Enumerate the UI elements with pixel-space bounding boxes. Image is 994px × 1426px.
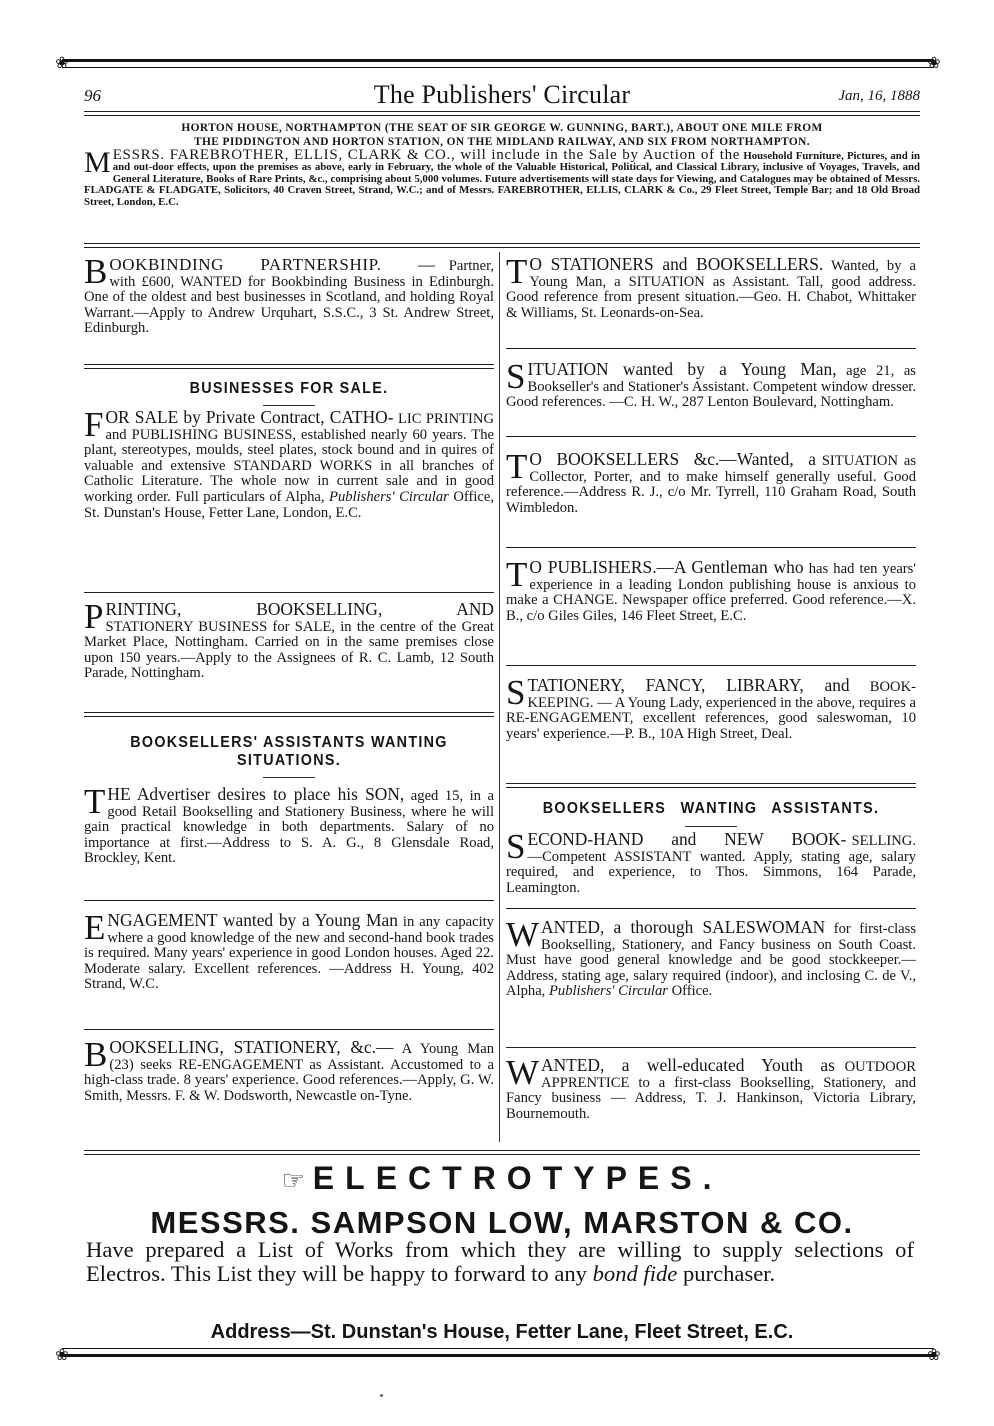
ad-rule bbox=[506, 783, 916, 784]
ad-rule bbox=[84, 716, 494, 717]
ad-printing-nottingham: P RINTING, BOOKSELLING, AND STATIONERY BUSINESS for SALE, in the centre of the Great Market Place, Nottingham. Carried on in the same premises close upon 150 years.—Apply to the Assignees of R. C. Lamb, 12 South Parade, Nottingham. bbox=[84, 597, 494, 682]
corner-ornament-icon: ❀ bbox=[927, 1347, 941, 1364]
section-rule bbox=[84, 1154, 920, 1155]
ad-engagement: E NGAGEMENT wanted by a Young Man in any capacity where a good knowledge of the new and second-hand book trades is required. Many years' experience in good London houses. Aged 22. Moderate salary. Excellent references. —Address H. Young, 402 Strand, W.C. bbox=[84, 908, 494, 993]
print-speck bbox=[380, 1394, 383, 1397]
heading-rule bbox=[263, 405, 315, 406]
ad-rule bbox=[84, 900, 494, 901]
publication-title: The Publishers' Circular bbox=[373, 80, 631, 109]
top-border bbox=[62, 55, 934, 73]
ad-rule bbox=[506, 547, 916, 548]
ad-to-booksellers: T O BOOKSELLERS &c.—Wanted, a SITUATION as Collector, Porter, and to make himself generally useful. Good reference.—Address R. J., c/o Mr. Tyrrell, 110 Graham Road, South Wimbledon. bbox=[506, 447, 916, 516]
ad-situation-wanted: S ITUATION wanted by a Young Man, age 21, as Bookseller's and Stationer's Assistant. Competent window dresser. Good references. —C. H. W., 287 Lenton Boulevard, Nottingham. bbox=[506, 357, 916, 411]
ad-rule bbox=[506, 436, 916, 437]
booksellers-wanting-assistants-heading: BOOKSELLERS WANTING ASSISTANTS. bbox=[542, 800, 880, 817]
header-rule bbox=[84, 111, 920, 116]
page-header bbox=[84, 80, 920, 110]
ad-son-situation: T HE Advertiser desires to place his SON, aged 15, in a good Retail Bookselling and Stationery Business, where he will gain practical knowledge in both departments. Salary of no importance at first.—Address to S. A. G., 8 Glensdale Road, Brockley, Kent. bbox=[84, 782, 494, 867]
auction-notice: MESSRS. FAREBROTHER, ELLIS, CLARK & CO., will include in the Sale by Auction of the Household Furniture, Pictures, and in and out-door effects, upon the premises as above, early in February, the whole of the Valuable Historical, Political, and Classical Library, inclusive of Voyages, Travels, and General Literature, Books of Rare Prints, &c., comprising about 5,000 volumes. Future advertisements will state days for Viewing, and Catalogues may be obtained of Messrs. FLADGATE & FLADGATE, Solicitors, 40 Craven Street, Strand, W.C.; and of Messrs. FAREBROTHER, ELLIS, CLARK & Co., 29 Fleet Street, Temple Bar; and 18 Old Broad Street, London, E.C. bbox=[84, 146, 920, 208]
ad-bookbinding: B OOKBINDING PARTNERSHIP. — Partner, with £600, WANTED for Bookbinding Business in Edinburgh. One of the oldest and best businesses in Scotland, and holding Royal Warrant.—Apply to Andrew Urquhart, S.S.C., 3 St. Andrew Street, Edinburgh. bbox=[84, 252, 495, 337]
ad-rule bbox=[84, 592, 494, 593]
corner-ornament-icon: ❀ bbox=[55, 55, 69, 72]
electrotypes-heading: ☞ ELECTROTYPES. bbox=[281, 1160, 723, 1196]
ad-stationery-fancy: S TATIONERY, FANCY, LIBRARY, and BOOK-KEEPING. — A Young Lady, experienced in the above, requires a RE-ENGAGEMENT, excellent references, good saleswoman, 10 years' experience.—P. B., 10A High Street, Deal. bbox=[506, 673, 916, 742]
issue-date: Jan, 16, 1888 bbox=[838, 88, 920, 104]
auction-headline: HORTON HOUSE, NORTHAMPTON (THE SEAT OF SIR GEORGE W. GUNNING, BART.), ABOUT ONE MILE FROM THE PIDDINGTON AND HORTON STATION, ON THE MIDLAND RAILWAY, AND SIX FROM NORTHAMPTON. bbox=[181, 122, 823, 148]
section-rule bbox=[84, 243, 920, 244]
firm-name: MESSRS. SAMPSON LOW, MARSTON & CO. bbox=[150, 1205, 854, 1240]
pointing-hand-icon: ☞ bbox=[281, 1165, 305, 1195]
heading-rule bbox=[263, 777, 315, 778]
ad-rule bbox=[506, 665, 916, 666]
ad-to-publishers: T O PUBLISHERS.—A Gentleman who has had ten years' experience in a leading London publishing house is anxious to make a CHANGE. Newspaper office preferred. Good reference.—X. B., c/o Giles Giles, 146 Fleet Street, E.C. bbox=[506, 555, 916, 624]
section-rule bbox=[84, 1150, 920, 1151]
publisher-address: Address—St. Dunstan's House, Fetter Lane, Fleet Street, E.C. bbox=[210, 1321, 794, 1343]
businesses-for-sale-heading: BUSINESSES FOR SALE. bbox=[189, 380, 389, 397]
ad-rule bbox=[84, 1029, 494, 1030]
ad-rule bbox=[84, 364, 494, 365]
ad-rule bbox=[506, 908, 916, 909]
ad-rule bbox=[84, 368, 494, 369]
ad-rule bbox=[506, 1047, 916, 1048]
ad-rule bbox=[506, 348, 916, 349]
section-rule bbox=[84, 247, 920, 248]
ad-rule bbox=[84, 712, 494, 713]
column-divider bbox=[499, 252, 500, 1142]
bottom-border bbox=[62, 1346, 934, 1364]
corner-ornament-icon: ❀ bbox=[55, 1347, 69, 1364]
page-number: 96 bbox=[84, 86, 101, 105]
assistants-wanting-situations-heading: BOOKSELLERS' ASSISTANTS WANTING SITUATIONS. bbox=[130, 734, 448, 769]
ad-outdoor-apprentice: W ANTED, a well-educated Youth as OUTDOOR APPRENTICE to a first-class Bookselling, Stationery, and Fancy business — Address, T. J. Hankinson, Victoria Library, Bournemouth. bbox=[506, 1053, 916, 1122]
ad-catholic-printing: F OR SALE by Private Contract, CATHO- LIC PRINTING and PUBLISHING BUSINESS, established nearly 60 years. The plant, stereotypes, moulds, steel plates, stock bound and in quires of valuable and extensive STANDARD WORKS in all branches of Catholic Literature. The whole now in current sale and in good working order. Full particulars of Alpha, Publishers' Circular Office, St. Dunstan's House, Fetter Lane, London, E.C. bbox=[84, 405, 494, 521]
ad-saleswoman: W ANTED, a thorough SALESWOMAN for first-class Bookselling, Stationery, and Fancy business on South Coast. Must have good general knowledge and be good stockkeeper.— Address, stating age, salary required (indoor), and inclosing C. de V., Alpha, Publishers' Circular Office. bbox=[506, 915, 917, 1000]
ad-rule bbox=[506, 787, 916, 788]
corner-ornament-icon: ❀ bbox=[927, 55, 941, 72]
ad-to-stationers: T O STATIONERS and BOOKSELLERS. Wanted, by a Young Man, a SITUATION as Assistant. Tall, good address. Good reference from present situation.—Geo. H. Chabot, Whittaker & Williams, St. Leonards-on-Sea. bbox=[506, 252, 916, 321]
ad-bookselling-stationery: B OOKSELLING, STATIONERY, &c.— A Young Man (23) seeks RE-ENGAGEMENT as Assistant. Accustomed to a high-class trade. 8 years' experience. Good references.—Apply, G. W. Smith, Messrs. F. & W. Dodsworth, Newcastle on-Tyne. bbox=[84, 1035, 494, 1104]
ad-second-hand: S ECOND-HAND and NEW BOOK- SELLING.—Competent ASSISTANT wanted. Apply, stating age, salary required, and experience, to Thos. Simmons, 164 Parade, Leamington. bbox=[506, 827, 916, 896]
electrotypes-notice: Have prepared a List of Works from which they are willing to supply selections of Electros. This List they will be happy to forward to any bond fide purchaser. bbox=[86, 1237, 914, 1287]
heading-rule bbox=[685, 826, 737, 827]
